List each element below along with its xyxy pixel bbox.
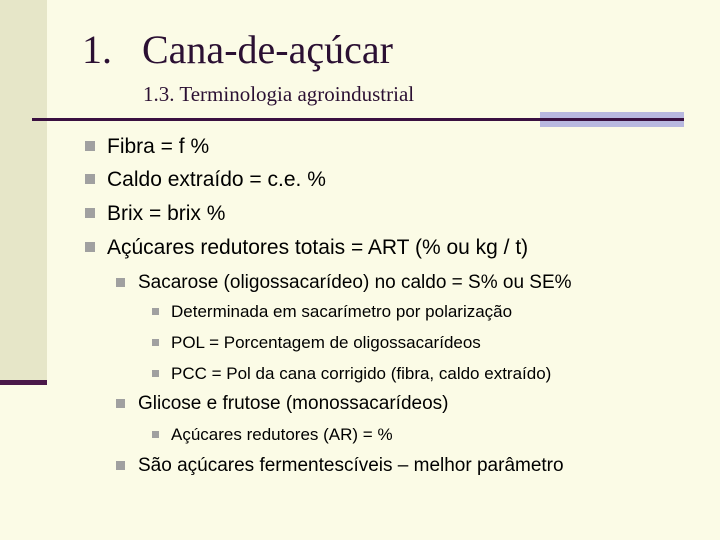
list-item-text: PCC = Pol da cana corrigido (fibra, caldo extraído) [171, 364, 552, 383]
list-item [171, 334, 481, 351]
list-item [171, 426, 393, 443]
list-item [107, 169, 326, 190]
list-item-text: Açúcares redutores (AR) = % [171, 425, 393, 444]
square-bullet-icon [116, 461, 125, 470]
slide-title [82, 27, 393, 72]
list-item-text: Açúcares redutores totais = ART (% ou kg / t) [107, 236, 529, 259]
square-bullet-icon [85, 141, 95, 151]
list-item [107, 136, 209, 157]
square-bullet-icon [152, 339, 159, 346]
divider-accent-box [540, 112, 684, 127]
square-bullet-icon [85, 242, 95, 252]
list-item-text: Sacarose (oligossacarídeo) no caldo = S% ou SE% [138, 272, 572, 293]
list-item [171, 303, 512, 320]
square-bullet-icon [152, 370, 159, 377]
list-item-text: POL = Porcentagem de oligossacarídeos [171, 333, 481, 352]
square-bullet-icon [152, 431, 159, 438]
square-bullet-icon [116, 399, 125, 408]
list-item [138, 394, 448, 413]
list-item-text: Glicose e frutose (monossacarídeos) [138, 393, 449, 414]
list-item [138, 456, 564, 475]
square-bullet-icon [116, 278, 125, 287]
left-accent-bar [0, 0, 47, 384]
list-item-text: São açúcares fermentescíveis – melhor parâmetro [138, 455, 564, 476]
list-item [138, 273, 572, 292]
list-item [107, 237, 528, 258]
left-accent-bar-cap [0, 380, 47, 385]
list-item-text: Determinada em sacarímetro por polarização [171, 302, 513, 321]
list-item [107, 203, 225, 224]
square-bullet-icon [152, 308, 159, 315]
title-number: 1. [82, 27, 112, 72]
square-bullet-icon [85, 174, 95, 184]
list-item [171, 365, 551, 382]
slide-subtitle: 1.3. Terminologia agroindustrial [143, 82, 415, 106]
title-text: Cana-de-açúcar [142, 27, 393, 72]
list-item-text: Fibra = f % [107, 135, 210, 158]
square-bullet-icon [85, 208, 95, 218]
list-item-text: Caldo extraído = c.e. % [107, 168, 326, 191]
list-item-text: Brix = brix % [107, 202, 226, 225]
